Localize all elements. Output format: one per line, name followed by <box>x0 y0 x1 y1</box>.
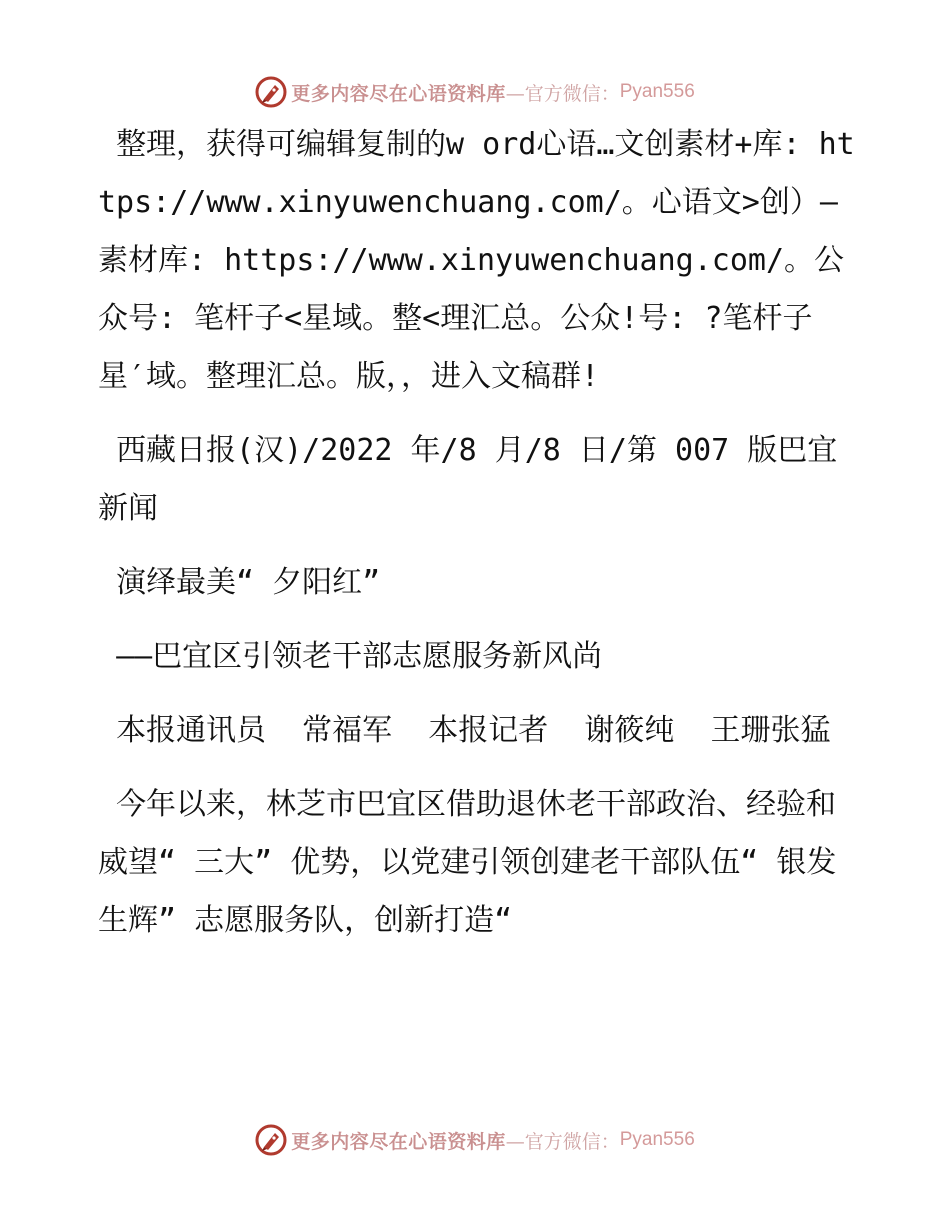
source-line: 西藏日报(汉)/2022 年/8 月/8 日/第 007 版巴宜新闻 <box>98 433 838 526</box>
banner-dash-text: —官方微信： <box>505 1130 620 1153</box>
pen-nib-logo-icon <box>255 1124 287 1156</box>
banner-wechat-id: Pyan556 <box>619 81 695 102</box>
article-subtitle: ——巴宜区引领老干部志愿服务新风尚 <box>98 639 603 674</box>
document-body <box>98 116 858 966</box>
article-title: 演绎最美“ 夕阳红” <box>98 565 381 600</box>
header-watermark-banner <box>0 72 950 112</box>
footer-watermark-banner <box>0 1120 950 1160</box>
banner-main-text: 更多内容尽在心语资料库 <box>291 1130 506 1153</box>
intro-paragraph: 整理，获得可编辑复制的w ord心语…文创素材+库: https://www.xinyuwenchuang.com/。心语文>创）—素材库: https://www.xinyuwenchuang.com/。公众号: 笔杆子<星域。整<理汇总。公众!号: ?笔杆子星′域。整理汇总。版，，进入文稿群! <box>98 127 855 394</box>
body-paragraph: 今年以来，林芝市巴宜区借助退休老干部政治、经验和威望“ 三大” 优势，以党建引领创建老干部队伍“ 银发生辉” 志愿服务队，创新打造“ <box>98 787 837 938</box>
banner-wechat-id: Pyan556 <box>619 1129 695 1150</box>
banner-dash-text: —官方微信： <box>505 82 620 105</box>
banner-main-text: 更多内容尽在心语资料库 <box>291 82 506 105</box>
byline: 本报通讯员 常福军 本报记者 谢筱纯 王珊张猛 <box>98 713 831 748</box>
pen-nib-logo-icon <box>255 76 287 108</box>
